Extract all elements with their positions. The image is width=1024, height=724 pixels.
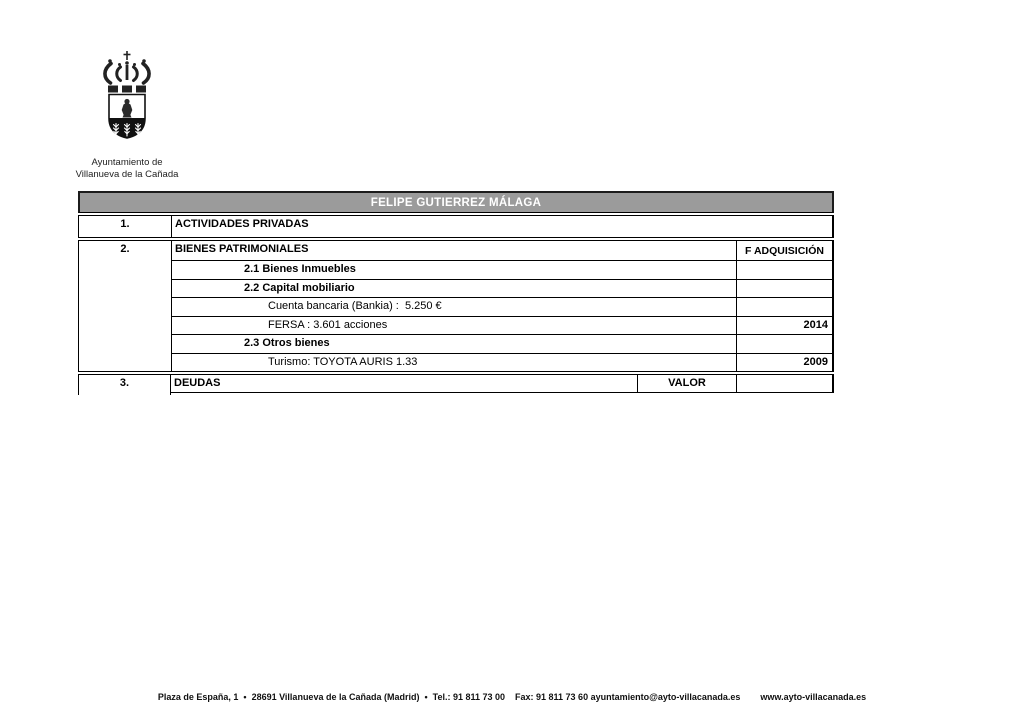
empty-cell (737, 374, 834, 393)
row-label: Cuenta bancaria (Bankia) : 5.250 € (172, 298, 737, 316)
table-row (172, 260, 832, 279)
row-year: 2014 (803, 318, 828, 331)
municipal-crest-icon (94, 50, 160, 154)
column-header-f-adquisicion: F ADQUISICIÓN (745, 244, 824, 257)
person-name-title: FELIPE GUTIERREZ MÁLAGA (370, 196, 542, 209)
table-row (172, 241, 832, 260)
section-deudas (78, 374, 834, 395)
table-row (172, 297, 832, 316)
row-label: FERSA : 3.601 acciones (172, 317, 737, 335)
section-label: BIENES PATRIMONIALES (172, 241, 737, 260)
section-number: 1. (79, 216, 172, 237)
declaration-table (78, 191, 834, 395)
logo-caption-line1: Ayuntamiento de (91, 157, 163, 168)
table-row (172, 353, 832, 372)
table-row (172, 334, 832, 353)
row-label: 2.3 Otros bienes (172, 335, 737, 353)
footer-address: Plaza de España, 1 • 28691 Villanueva de la Cañada (Madrid) • Tel.: 91 811 73 00 Fax: 91 811 73 60 ayuntamiento@ayto-villacanada.es www.ayto-villacanada.es (157, 692, 867, 702)
table-title-bar (78, 191, 834, 213)
row-label: Turismo: TOYOTA AURIS 1.33 (172, 354, 737, 372)
section-number: 2. (79, 241, 172, 371)
table-row (172, 316, 832, 335)
row-year (737, 261, 832, 279)
row-label: 2.1 Bienes Inmuebles (172, 261, 737, 279)
column-header-valor: VALOR (637, 374, 737, 393)
table-row (172, 279, 832, 298)
row-year (737, 335, 832, 353)
logo-caption (27, 157, 227, 181)
section-label: DEUDAS (171, 374, 637, 393)
row-year: 2009 (803, 355, 828, 368)
row-year (737, 280, 832, 298)
section-actividades-privadas (78, 215, 834, 238)
section-bienes-patrimoniales (78, 240, 834, 372)
row-year (737, 298, 832, 316)
section-number: 3. (78, 374, 171, 395)
logo-caption-line2: Villanueva de la Cañada (75, 169, 179, 180)
logo-block (27, 50, 227, 181)
section-rows (172, 241, 832, 371)
section-label: ACTIVIDADES PRIVADAS (175, 218, 309, 230)
row-label: 2.2 Capital mobiliario (172, 280, 737, 298)
